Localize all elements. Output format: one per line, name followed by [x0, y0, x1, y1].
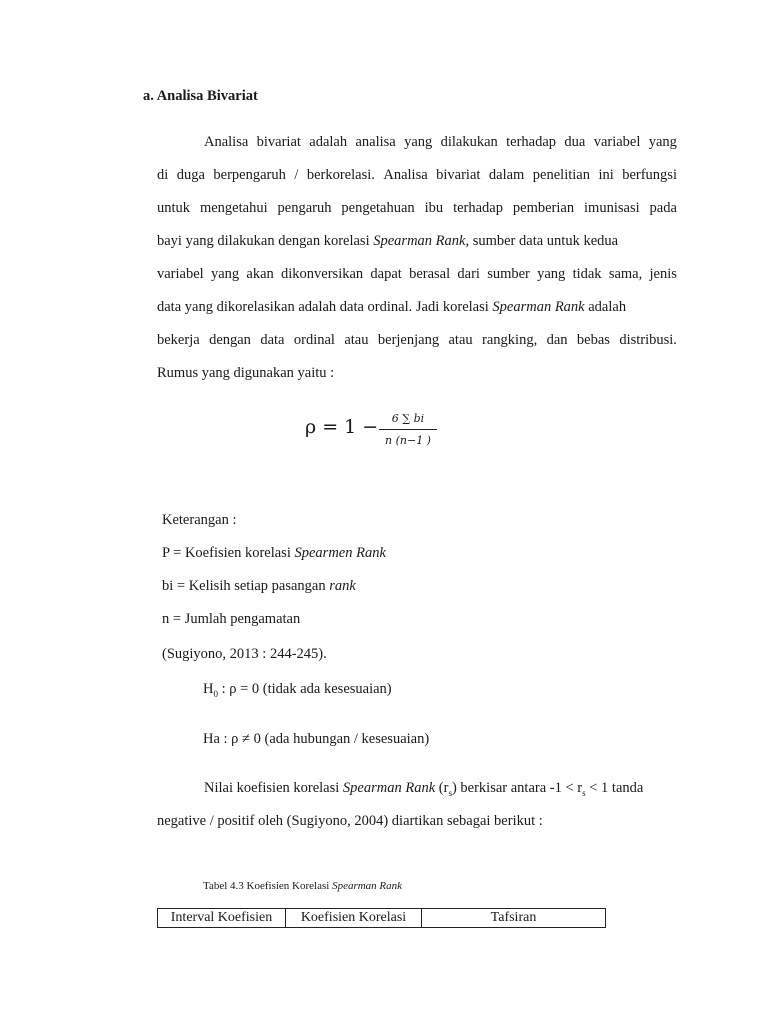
paragraph-line — [157, 324, 677, 357]
word: rangking, — [482, 332, 538, 348]
citation: (Sugiyono, 2013 : 244-245). — [162, 646, 327, 662]
formula-denominator: n (n−1 ) — [385, 434, 431, 447]
word: pada — [649, 200, 677, 216]
word: bivariat — [436, 167, 481, 183]
formula-numerator: 6 ∑ bi — [391, 412, 425, 425]
paragraph-nilai-koefisien — [157, 772, 677, 838]
table-header-row — [158, 909, 606, 928]
word: Analisa — [383, 167, 428, 183]
paragraph-line — [157, 225, 677, 258]
italic-term: Spearman Rank — [373, 233, 466, 249]
word: ini — [598, 167, 614, 183]
subscript: s — [448, 787, 452, 798]
paragraph-line — [157, 805, 677, 838]
word: dan — [546, 332, 568, 348]
word: data — [260, 332, 285, 348]
word: tidak — [572, 266, 602, 282]
keterangan-bi — [162, 578, 356, 595]
text-run: : ρ = 0 (tidak ada kesesuaian) — [217, 681, 392, 697]
subscript: s — [582, 787, 586, 798]
table-caption — [203, 880, 402, 892]
word: berpengaruh — [213, 167, 286, 183]
fraction-bar — [379, 429, 437, 430]
formula-lhs: ρ = 1 − — [305, 416, 379, 438]
word: berjenjang — [377, 332, 440, 348]
word: distribusi. — [619, 332, 677, 348]
word: penelitian — [532, 167, 590, 183]
keterangan-n: n = Jumlah pengamatan — [162, 611, 301, 627]
paragraph-analisa-bivariat — [157, 126, 677, 390]
word: dikonversikan — [281, 266, 364, 282]
word: dalam — [488, 167, 525, 183]
word: pengetahuan — [341, 200, 415, 216]
italic-term: rank — [329, 578, 356, 594]
paragraph-line — [157, 159, 677, 192]
paragraph-line — [157, 772, 677, 805]
text-run: Rumus yang digunakan yaitu : — [157, 365, 335, 381]
word: sumber — [487, 266, 530, 282]
text-run: (r — [435, 780, 449, 796]
text-run: Nilai koefisien korelasi — [204, 780, 343, 796]
hypothesis-h0 — [203, 681, 392, 699]
word: akan — [246, 266, 274, 282]
word: bebas — [576, 332, 610, 348]
word: variabel — [157, 266, 204, 282]
hypothesis-ha: Ha : ρ ≠ 0 (ada hubungan / kesesuaian) — [203, 731, 430, 747]
table-header-cell: Tafsiran — [422, 909, 606, 928]
word: dapat — [370, 266, 402, 282]
word: terhadap — [453, 200, 503, 216]
text-run: Tabel 4.3 Koefisien Korelasi — [203, 880, 333, 892]
word: imunisasi — [584, 200, 640, 216]
word: berkorelasi. — [306, 167, 375, 183]
text-run: bayi yang dilakukan dengan korelasi — [157, 233, 374, 249]
text-run: negative / positif oleh (Sugiyono, 2004) diartikan sebagai berikut : — [157, 813, 543, 829]
formula-fraction — [379, 411, 437, 449]
word: atau — [344, 332, 369, 348]
word: berasal — [409, 266, 451, 282]
word: variabel — [593, 134, 641, 150]
text-run: , sumber data untuk kedua — [465, 233, 619, 249]
word: untuk — [157, 200, 191, 216]
word: atau — [448, 332, 473, 348]
section-heading: a. Analisa Bivariat — [143, 88, 258, 104]
word: pemberian — [512, 200, 575, 216]
word: / — [294, 167, 299, 183]
word: adalah — [309, 134, 348, 150]
word: dengan — [209, 332, 251, 348]
word: pengaruh — [277, 200, 332, 216]
table-header-cell: Interval Koefisien — [158, 909, 286, 928]
italic-term: Spearman Rank — [342, 780, 436, 796]
paragraph-line — [157, 291, 677, 324]
paragraph-line — [157, 357, 677, 390]
text-run: adalah — [584, 299, 627, 315]
word: yang — [537, 266, 566, 282]
word: dua — [564, 134, 586, 150]
word: yang — [210, 266, 240, 282]
italic-term: Spearman Rank — [332, 880, 403, 892]
paragraph-line — [157, 126, 677, 159]
italic-term: Spearmen Rank — [294, 545, 386, 561]
word: berfungsi — [622, 167, 677, 183]
keterangan-p — [162, 545, 386, 562]
keterangan-title: Keterangan : — [162, 512, 237, 528]
text-run: < 1 tanda — [585, 780, 644, 796]
word: bivariat — [256, 134, 301, 150]
paragraph-line — [157, 192, 677, 225]
word: yang — [404, 134, 433, 150]
word: yang — [648, 134, 677, 150]
word: terhadap — [506, 134, 557, 150]
correlation-table — [157, 908, 606, 928]
word: ibu — [424, 200, 444, 216]
text-run: bi = Kelisih setiap pasangan — [162, 578, 330, 594]
word: dari — [457, 266, 480, 282]
subscript: 0 — [213, 688, 218, 699]
word: analisa — [355, 134, 396, 150]
word: dilakukan — [440, 134, 498, 150]
word: mengetahui — [199, 200, 268, 216]
word: jenis — [649, 266, 677, 282]
text-run: ) berkisar antara -1 < r — [451, 780, 583, 796]
table-header-cell: Koefisien Korelasi — [286, 909, 422, 928]
italic-term: Spearman Rank — [492, 299, 585, 315]
word: bekerja — [157, 332, 200, 348]
text-run: data yang dikorelasikan adalah data ordinal. Jadi korelasi — [157, 299, 493, 315]
text-run: H — [203, 681, 214, 697]
word: duga — [176, 167, 205, 183]
word: Analisa — [204, 134, 249, 150]
text-run: P = Koefisien korelasi — [162, 545, 295, 561]
word: sama, — [608, 266, 643, 282]
word: ordinal — [293, 332, 335, 348]
word: di — [157, 167, 169, 183]
paragraph-line — [157, 258, 677, 291]
